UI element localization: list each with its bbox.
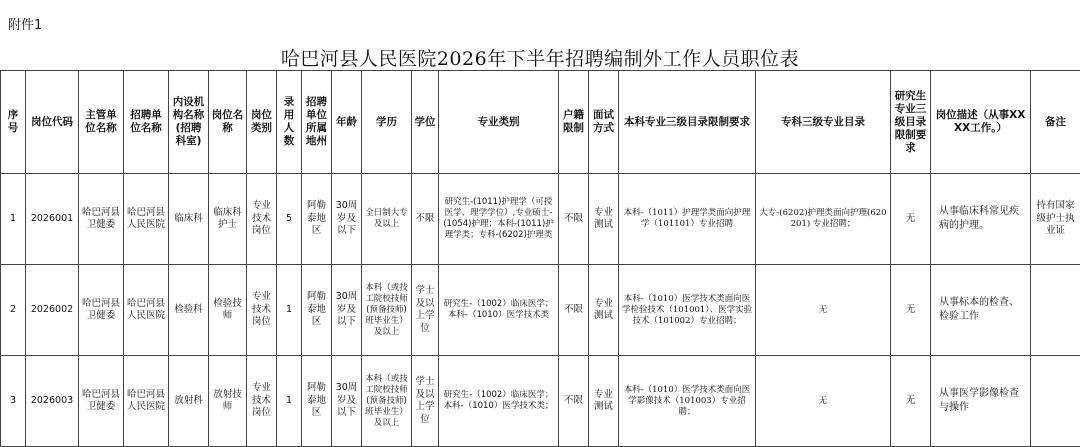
- unit-cell: 哈巴河县人民医院: [124, 174, 169, 265]
- degree-cell: 学士及以上学位: [412, 356, 439, 447]
- degree-cell: 不限: [412, 174, 439, 265]
- junior-req-cell: 无: [756, 356, 891, 447]
- seq-cell: 3: [1, 356, 26, 447]
- header-cell: 本科专业三级目录限制要求: [619, 71, 756, 174]
- table-row: [1, 265, 1080, 356]
- code-cell: 2026003: [26, 356, 79, 447]
- header-cell: 年龄: [332, 71, 362, 174]
- unit-cell: 哈巴河县人民医院: [124, 356, 169, 447]
- header-cell: 岗位代码: [26, 71, 79, 174]
- header-cell: 户籍限制: [559, 71, 589, 174]
- remark-cell: 持有国家级护士执业证: [1031, 174, 1080, 265]
- major-cell: 研究生-（1002）临床医学；本科-（1010）医学技术类；: [439, 356, 559, 447]
- category-cell: 专业技术岗位: [247, 356, 277, 447]
- header-cell: 岗位类别: [247, 71, 277, 174]
- category-cell: 专业技术岗位: [247, 265, 277, 356]
- education-cell: 本科（或技工院校技师(预备技师)班毕业生）及以上: [362, 356, 412, 447]
- count-cell: 1: [277, 356, 302, 447]
- education-cell: 本科（或技工院校技师(预备技师)班毕业生）及以上: [362, 265, 412, 356]
- header-cell: 岗位名称: [209, 71, 247, 174]
- undergrad-req-cell: 本科-（1011）护理学类面向护理学（101101）专业招聘: [619, 174, 756, 265]
- authority-cell: 哈巴河县卫健委: [79, 265, 124, 356]
- description-cell: 从事医学影像检查与操作: [931, 356, 1031, 447]
- dept-cell: 临床科: [169, 174, 209, 265]
- count-cell: 1: [277, 265, 302, 356]
- grad-req-cell: 无: [891, 174, 931, 265]
- positions-table: [0, 70, 1080, 447]
- interview-cell: 专业测试: [589, 174, 619, 265]
- code-cell: 2026002: [26, 265, 79, 356]
- header-cell: 录用人数: [277, 71, 302, 174]
- interview-cell: 专业测试: [589, 356, 619, 447]
- interview-cell: 专业测试: [589, 265, 619, 356]
- degree-cell: 学士及以上学位: [412, 265, 439, 356]
- table-row: [1, 174, 1080, 265]
- major-cell: 研究生-(1011)护理学（可授医学、理学学位）,专业硕士-(1054)护理；本科-(1011)护理学类；专科-(6202)护理类: [439, 174, 559, 265]
- header-cell: 学位: [412, 71, 439, 174]
- household-cell: 不限: [559, 265, 589, 356]
- grad-req-cell: 无: [891, 356, 931, 447]
- header-cell: 备注: [1031, 71, 1080, 174]
- household-cell: 不限: [559, 356, 589, 447]
- unit-cell: 哈巴河县人民医院: [124, 265, 169, 356]
- major-cell: 研究生-（1002）临床医学；本科-（1010）医学技术类: [439, 265, 559, 356]
- header-cell: 岗位描述（从事XXXX工作。）: [931, 71, 1031, 174]
- grad-req-cell: 无: [891, 265, 931, 356]
- seq-cell: 2: [1, 265, 26, 356]
- authority-cell: 哈巴河县卫健委: [79, 174, 124, 265]
- position-cell: 临床科护士: [209, 174, 247, 265]
- education-cell: 全日制大专及以上: [362, 174, 412, 265]
- remark-cell: [1031, 265, 1080, 356]
- junior-req-cell: 无: [756, 265, 891, 356]
- header-cell: 内设机构名称(招聘科室): [169, 71, 209, 174]
- region-cell: 阿勒泰地区: [302, 265, 332, 356]
- header-cell: 专业类别: [439, 71, 559, 174]
- age-cell: 30周岁及以下: [332, 265, 362, 356]
- region-cell: 阿勒泰地区: [302, 174, 332, 265]
- header-row: [1, 71, 1080, 174]
- position-cell: 放射技师: [209, 356, 247, 447]
- header-cell: 专科三级专业目录: [756, 71, 891, 174]
- header-cell: 主管单位名称: [79, 71, 124, 174]
- remark-cell: [1031, 356, 1080, 447]
- document-title: 哈巴河县人民医院2026年下半年招聘编制外工作人员职位表: [280, 48, 800, 70]
- category-cell: 专业技术岗位: [247, 174, 277, 265]
- count-cell: 5: [277, 174, 302, 265]
- description-cell: 从事临床科常见疾病的护理。: [931, 174, 1031, 265]
- seq-cell: 1: [1, 174, 26, 265]
- position-cell: 检验技师: [209, 265, 247, 356]
- code-cell: 2026001: [26, 174, 79, 265]
- undergrad-req-cell: 本科-（1010）医学技术类面向医学影像技术（101003）专业招聘；: [619, 356, 756, 447]
- table-row: [1, 356, 1080, 447]
- region-cell: 阿勒泰地区: [302, 356, 332, 447]
- undergrad-req-cell: 本科-（1010）医学技术类面向医学检验技术（101001）、医学实验技术（101002）专业招聘；: [619, 265, 756, 356]
- header-cell: 招聘单位名称: [124, 71, 169, 174]
- header-cell: 学历: [362, 71, 412, 174]
- header-cell: 序号: [1, 71, 26, 174]
- header-cell: 研究生专业三级目录限制要求: [891, 71, 931, 174]
- header-cell: 面试方式: [589, 71, 619, 174]
- authority-cell: 哈巴河县卫健委: [79, 356, 124, 447]
- dept-cell: 放射科: [169, 356, 209, 447]
- description-cell: 从事标本的检查、检验工作: [931, 265, 1031, 356]
- attachment-label: 附件1: [8, 18, 43, 33]
- dept-cell: 检验科: [169, 265, 209, 356]
- household-cell: 不限: [559, 174, 589, 265]
- junior-req-cell: 大专-(6202)护理类面向护理(620201) 专业招聘；: [756, 174, 891, 265]
- header-cell: 招聘单位所属地州: [302, 71, 332, 174]
- age-cell: 30周岁及以下: [332, 356, 362, 447]
- age-cell: 30周岁及以下: [332, 174, 362, 265]
